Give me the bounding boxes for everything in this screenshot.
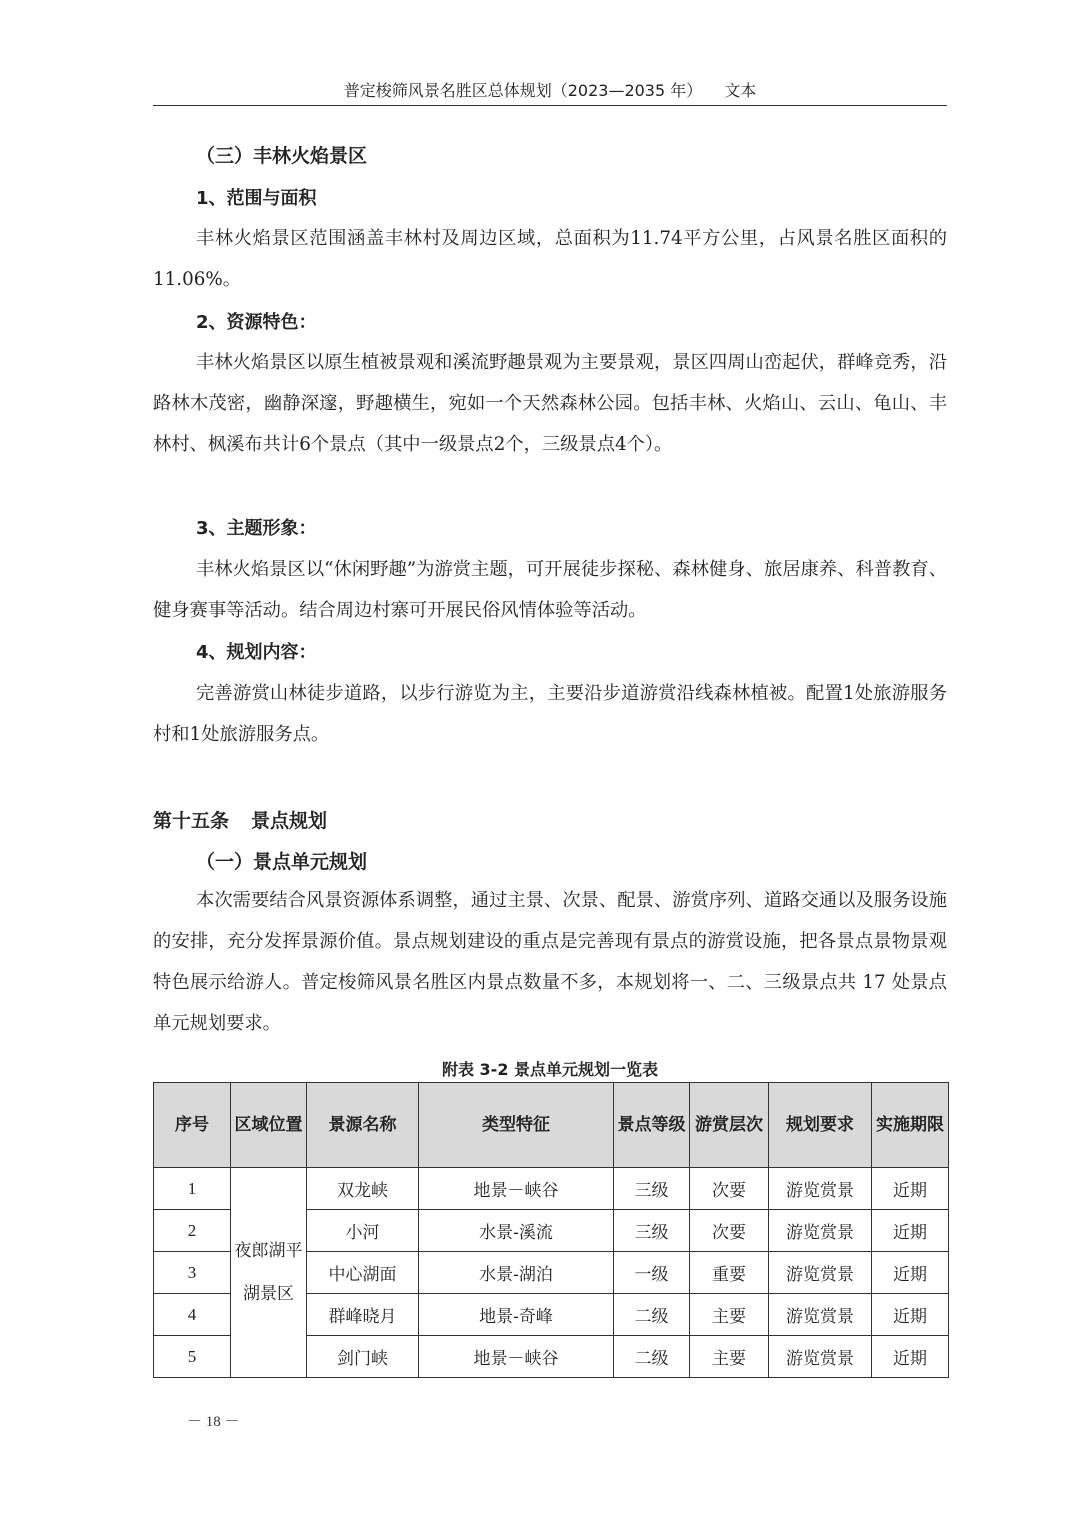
cell-no: 5 xyxy=(154,1336,231,1378)
paragraph-plan: 完善游赏山林徒步道路，以步行游览为主，主要沿步道游赏沿线森林植被。配置1处旅游服务村和1处旅游服务点。 xyxy=(153,683,947,745)
cell-type: 水景-溪流 xyxy=(419,1210,614,1252)
paragraph-units: 本次需要结合风景资源体系调整，通过主景、次景、配景、游赏序列、道路交通以及服务设施的安排，充分发挥景源价值。景点规划建设的重点是完善现有景点的游赏设施，把各景点景物景观特色展示给游人。普定梭筛风景名胜区内景点数量不多，本规划将一、二、三级景点共 17 处景点单元规划要求。 xyxy=(153,890,947,1034)
col-header-req: 规划要求 xyxy=(769,1083,872,1168)
cell-grade: 一级 xyxy=(614,1252,690,1294)
cell-req: 游览赏景 xyxy=(769,1294,872,1336)
cell-req: 游览赏景 xyxy=(769,1336,872,1378)
col-header-period: 实施期限 xyxy=(872,1083,949,1168)
cell-type: 水景-湖泊 xyxy=(419,1252,614,1294)
subsection-title-plan: 4、规划内容： xyxy=(196,642,317,663)
page-number: － 18 － xyxy=(187,1414,240,1430)
article-number: 第十五条 xyxy=(153,810,230,832)
cell-period: 近期 xyxy=(872,1336,949,1378)
cell-type: 地景-奇峰 xyxy=(419,1294,614,1336)
cell-no: 3 xyxy=(154,1252,231,1294)
table-caption: 附表 3-2 景点单元规划一览表 xyxy=(441,1060,659,1079)
cell-period: 近期 xyxy=(872,1210,949,1252)
header-suffix: 文本 xyxy=(724,81,757,100)
cell-name: 中心湖面 xyxy=(307,1252,419,1294)
table-row xyxy=(154,1168,949,1210)
paragraph-theme: 丰林火焰景区以“休闲野趣”为游赏主题，可开展徒步探秘、森林健身、旅居康养、科普教育、健身赛事等活动。结合周边村寨可开展民俗风情体验等活动。 xyxy=(153,559,947,621)
table-header-row xyxy=(154,1083,949,1168)
cell-type: 地景－峡谷 xyxy=(419,1336,614,1378)
header-title: 普定梭筛风景名胜区总体规划（2023—2035 年） xyxy=(343,81,703,100)
cell-name: 双龙峡 xyxy=(307,1168,419,1210)
scenic-spot-table xyxy=(153,1082,949,1378)
col-header-name: 景源名称 xyxy=(307,1083,419,1168)
subsection-title-features: 2、资源特色： xyxy=(196,312,317,333)
cell-no: 2 xyxy=(154,1210,231,1252)
col-header-type: 类型特征 xyxy=(419,1083,614,1168)
paragraph-features: 丰林火焰景区以原生植被景观和溪流野趣景观为主要景观，景区四周山峦起伏，群峰竞秀，沿路林木茂密，幽静深邃，野趣横生，宛如一个天然森林公园。包括丰林、火焰山、云山、龟山、丰林村、枫溪布共计6个景点（其中一级景点2个，三级景点4个）。 xyxy=(153,352,947,455)
cell-region: 夜郎湖平湖景区 xyxy=(231,1168,307,1378)
cell-req: 游览赏景 xyxy=(769,1252,872,1294)
subsection-title-scope: 1、范围与面积 xyxy=(196,188,317,209)
cell-period: 近期 xyxy=(872,1294,949,1336)
cell-req: 游览赏景 xyxy=(769,1168,872,1210)
article-heading xyxy=(153,806,327,833)
cell-level: 重要 xyxy=(690,1252,769,1294)
article-title: 景点规划 xyxy=(251,810,328,832)
cell-level: 次要 xyxy=(690,1210,769,1252)
cell-grade: 二级 xyxy=(614,1336,690,1378)
cell-grade: 三级 xyxy=(614,1210,690,1252)
subsection-title-theme: 3、主题形象： xyxy=(196,518,317,539)
cell-req: 游览赏景 xyxy=(769,1210,872,1252)
cell-grade: 三级 xyxy=(614,1168,690,1210)
cell-no: 1 xyxy=(154,1168,231,1210)
cell-grade: 二级 xyxy=(614,1294,690,1336)
cell-level: 主要 xyxy=(690,1294,769,1336)
cell-name: 小河 xyxy=(307,1210,419,1252)
col-header-grade: 景点等级 xyxy=(614,1083,690,1168)
cell-period: 近期 xyxy=(872,1168,949,1210)
page-header xyxy=(153,78,947,101)
col-header-region: 区域位置 xyxy=(231,1083,307,1168)
cell-period: 近期 xyxy=(872,1252,949,1294)
paragraph-scope: 丰林火焰景区范围涵盖丰林村及周边区域，总面积为11.74平方公里，占风景名胜区面积的11.06%。 xyxy=(153,228,947,290)
subsection-heading-units: （一）景点单元规划 xyxy=(196,851,368,873)
cell-no: 4 xyxy=(154,1294,231,1336)
section-heading: （三）丰林火焰景区 xyxy=(196,145,368,167)
cell-level: 次要 xyxy=(690,1168,769,1210)
header-divider xyxy=(153,105,947,106)
cell-level: 主要 xyxy=(690,1336,769,1378)
cell-name: 群峰晓月 xyxy=(307,1294,419,1336)
cell-type: 地景－峡谷 xyxy=(419,1168,614,1210)
cell-name: 剑门峡 xyxy=(307,1336,419,1378)
col-header-level: 游赏层次 xyxy=(690,1083,769,1168)
col-header-no: 序号 xyxy=(154,1083,231,1168)
